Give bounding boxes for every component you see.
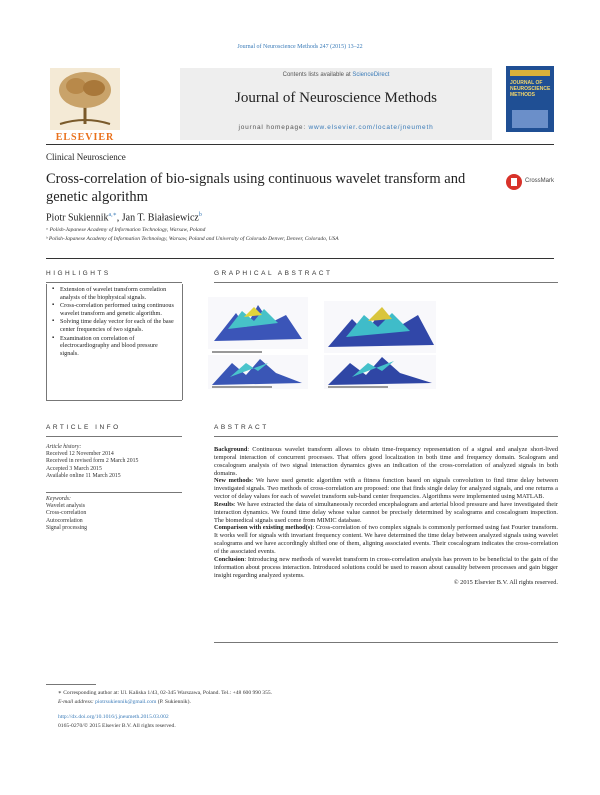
crossmark-badge[interactable] [506,174,556,194]
abstract-new-methods [214,477,558,501]
abstract-bottom-rule [214,642,558,643]
highlights-list [52,286,178,358]
homepage-link[interactable]: www.elsevier.com/locate/jneumeth [308,124,434,131]
affiliation-a: ᵃ Polish-Japanese Academy of Information Technology, Warsaw, Poland [46,227,206,233]
keyword-item: Wavelet analysis [46,503,85,510]
abstract-label: Comparison with existing method(s) [214,524,313,532]
section-label: Clinical Neuroscience [46,152,126,162]
sciencedirect-link[interactable]: ScienceDirect [352,72,390,78]
graphical-abstract-rule [214,282,558,283]
ga-panel-1 [208,297,308,358]
cover-title: JOURNAL OF NEUROSCIENCE METHODS [510,80,551,98]
abstract-label: New methods [214,477,252,485]
email-label: E-mail address: [58,699,96,705]
ga-panel-3 [208,355,308,389]
keywords-label: Keywords: [46,496,71,502]
doi-link[interactable]: http://dx.doi.org/10.1016/j.jneumeth.2015.03.002 [58,714,169,720]
author-affil-mark[interactable]: b [198,212,202,218]
highlights-border-left [46,284,47,400]
keywords-rule [46,492,182,493]
article-info-heading: ARTICLE INFO [46,424,121,431]
abstract-label: Conclusion [214,555,245,563]
history-item: Available online 11 March 2015 [46,472,121,479]
article-title: Cross-correlation of bio-signals using continuous wavelet transform and genetic algorithm [46,171,466,205]
author-name[interactable]: Jan T. Białasiewicz [121,212,199,224]
keyword-item: Signal processing [46,524,88,531]
highlight-item: ▪ Cross-correlation performed using continuous wavelet transform and genetic algorithm. [52,302,178,317]
highlights-rule-bottom [46,400,182,401]
graphical-abstract-image [206,293,558,393]
author-list [46,211,202,223]
cover-stripe [510,70,550,76]
abstract-background [214,446,558,477]
highlights-heading: HIGHLIGHTS [46,270,111,277]
author-separator: , [116,212,122,224]
abstract-rule [214,436,558,437]
title-rule [46,258,554,259]
crossmark-label: CrossMark [525,178,555,184]
highlight-item: ▪ Examination on correlation of electrocardiography and blood pressure signals. [52,335,178,358]
graphical-abstract-heading: GRAPHICAL ABSTRACT [214,270,333,277]
article-history-label: Article history: [46,444,82,450]
highlights-rule [46,282,182,283]
crossmark-icon [506,174,522,190]
email-suffix: (P. Sukiennik). [156,699,191,705]
highlight-item: ▪ Solving time delay vector for each of the base center frequencies of two signals. [52,318,178,333]
abstract-label: Results [214,500,234,508]
contents-line [180,72,492,78]
journal-cover-image [506,66,554,132]
corresponding-author-note: ∗ Corresponding author at: Ul. Kaliska 1/43, 02-345 Warszawa, Poland. Tel.: +48 600 990 355. [58,690,273,696]
keywords-block [46,496,186,532]
journal-title: Journal of Neuroscience Methods [234,90,438,106]
abstract-text: : Cross-correlation of two complex signals is commonly performed using fast Fourier transform. It works well for signals with invariant frequency content. We have determined the time delay between analyzed signals using wavelet scalograms and we have accordingly shifted one of them, aligning associated events. Their coscalogram indicates the cross-correlation of the associated events. [214,524,559,555]
abstract-text: : We have extracted the data of simultaneously recorded encephalogram and arterial blood pressure and have investigated their interaction dynamics. We found time delay whose value cannot be precisely determined by scalograms and coscalogram inspection. The biomedical signals used come from MIMIC database. [214,500,558,524]
abstract-copyright: © 2015 Elsevier B.V. All rights reserved. [453,579,558,587]
email-link[interactable]: piotrsukiennik@gmail.com [95,699,157,705]
elsevier-tree-logo [46,66,124,132]
footnote-rule [46,684,96,685]
abstract-text: : Introducing new methods of wavelet transform in cross-correlation analysis has proven to be beneficial to the gain of the information about process interaction. Introduced solutions could be used to reason about causality between processes and gain bigger insight regarding analyzed systems. [214,555,558,579]
highlight-item: ▪ Extension of wavelet transform correlation analysis of the biophysical signals. [52,286,178,301]
abstract-conclusion [214,556,558,580]
affiliation-b: ᵇ Polish-Japanese Academy of Information Technology, Warsaw, Poland and University of Colorado Denver, Denver, Colorado, USA [46,236,339,242]
homepage-prefix: journal homepage: [238,124,309,131]
journal-citation[interactable]: Journal of Neuroscience Methods 247 (2015) 13–22 [237,44,363,50]
issn-line: 0165-0270/© 2015 Elsevier B.V. All rights reserved. [58,723,176,729]
ga-panel-4 [324,355,436,389]
article-info-rule [46,436,182,437]
keyword-item: Autocorrelation [46,517,83,524]
abstract-body [214,446,558,587]
history-item: Accepted 3 March 2015 [46,465,102,472]
history-item: Received in revised form 2 March 2015 [46,458,139,465]
abstract-text: : We have used genetic algorithm with a fitness function based on signals convolution to find time delay between investigated signals. Two methods of cross-correlation are proposed: one that finds single delay for analyzed signals, and one returns a vector of delay values for each of wavelet transform sub-band center frequencies. Algorithms were implemented using MATLAB. [214,477,558,501]
keyword-item: Cross-correlation [46,510,87,517]
abstract-text: : Continuous wavelet transform allows to obtain time-frequency representation of a signal and analyze short-lived temporal interaction of concurrent processes. That offers good localization in both time and frequency domain. Scalogram and coscalogram analysis of two signal interaction dynamics gives an indication of the cross-correlation of analyzed signals in both domains. [214,446,558,477]
abstract-label: Background [214,446,248,453]
graphical-abstract-figure [206,293,558,393]
highlights-border-right [182,284,183,400]
elsevier-wordmark: ELSEVIER [55,132,115,143]
author-affil-mark[interactable]: a,∗ [108,212,117,218]
email-note [58,699,191,705]
cover-figure [512,110,548,128]
abstract-results [214,501,558,525]
header-rule [46,144,554,145]
ga-panel-2 [324,301,436,353]
article-history [46,444,186,480]
contents-prefix: Contents lists available at [282,72,353,78]
abstract-comparison [214,524,558,555]
author-name[interactable]: Piotr Sukiennik [46,212,109,224]
history-item: Received 12 November 2014 [46,451,114,458]
abstract-heading: ABSTRACT [214,424,269,431]
journal-homepage [180,124,492,131]
